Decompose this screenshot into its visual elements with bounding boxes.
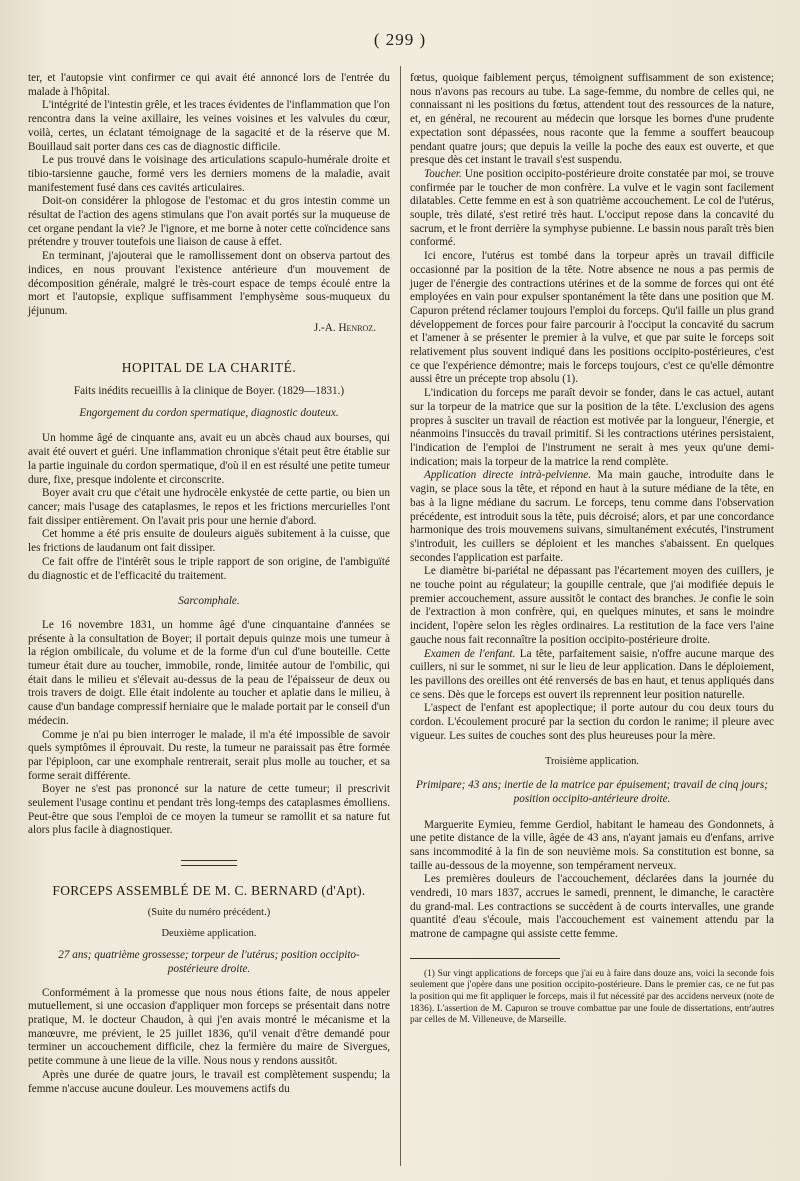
- lead-in: Application directe intrà-pelvienne.: [424, 469, 592, 482]
- page-number: ( 299 ): [373, 30, 427, 49]
- paragraph: Boyer ne s'est pas prononcé sur la nature de cette tumeur; il prescrivit seulement l'usage continu et pendant très long-temps des cataplasmes émolliens. Peut-être que sous l'emploi de ce moyen la tumeur se ramollit et sa nature fut alors plus facile à diagnostiquer.: [28, 783, 390, 837]
- lead-in: Toucher.: [424, 167, 462, 180]
- paragraph: L'indication du forceps me paraît devoir se fonder, dans le cas actuel, autant sur la torpeur de la matrice que sur la position de la tête. L'exclusion des agens propres à susciter un travail de réaction est motivée par la longueur, l'énergie, et néanmoins l'insuccès du travail primitif. Si les contractions utérines persistaient, l'indication de l'emploi de l'instrument ne serait à mes yeux qu'une demi-indication; mais la torpeur de la matrice la rend complète.: [410, 387, 774, 468]
- paragraph: Le diamètre bi-pariétal ne dépassant pas l'écartement moyen des cuillers, je ne touche point au régulateur; la goupille centrale, que j'ai modifiée depuis le premier accouchement, assure aussitôt le contact des branches. Je confie le soin de l'extraction à mon confrère, qui, en quelques minutes, et sans le moindre incident, l'opère selon les règles ordinaires. La restitution de la face vers l'aine gauche nous fait reconnaître la position occipito-postérieure droite.: [410, 565, 774, 646]
- section-separator: [181, 860, 237, 866]
- column-divider: [400, 66, 401, 1166]
- case-title-engorgement: Engorgement du cordon spermatique, diagnostic douteux.: [79, 406, 339, 419]
- paragraph: Doit-on considérer la phlogose de l'estomac et du gros intestin comme un résultat de l'action des agens stimulans que l'on avait portés sur la muqueuse de cet organe pendant la vie? Je l'ignore, et me borne à noter cette coïncidence sans prétendre y trouver toutefois une liaison de cause à effet.: [28, 195, 390, 249]
- footnote-rule: [410, 958, 560, 959]
- paragraph: [410, 648, 774, 703]
- paragraph: ter, et l'autopsie vint confirmer ce qui avait été annoncé lors de l'entrée du malade à l'hôpital.: [28, 72, 390, 98]
- paragraph: En terminant, j'ajouterai que le ramollissement dont on observa partout des indices, en nous prouvant l'existence antérieure d'un mouvement de décomposition générale, malgré le très-court espace de temps écoulé entre la mort et l'autopsie, explique suffisamment l'emphysème sous-muqueux du jéjunum.: [28, 250, 390, 317]
- paragraph: Ce fait offre de l'intérêt sous le triple rapport de son origine, de l'ambiguïté du diagnostic et de l'efficacité du traitement.: [28, 555, 390, 582]
- section-title-forceps: FORCEPS ASSEMBLÉ DE M. C. BERNARD (d'Apt).: [52, 883, 366, 899]
- paragraph: [410, 469, 774, 565]
- paragraph: Boyer avait cru que c'était une hydrocèle enkystée de cette partie, ou bien un cancer; mais l'usage des cataplasmes, le repos et les frictions mercurielles l'ont fait dissiper entièrement. On l'avait pris pour une hernie d'abord.: [28, 487, 390, 527]
- paragraph-text: Ma main gauche, introduite dans le vagin, se place sous la tête, et répond en haut à la suture médiane de la tête, en bas à la ligne médiane du sacrum. Le forceps, tenu comme dans l'observation précédente, est introduit sous la tête, puis décroisé; alors, et par une concordance harmonique des trois mouvemens suivans, simultanément exécutés, l'instrument s'introduit, les cuillers se déploient et les manches s'abaissent. En quelques secondes l'application est parfaite.: [410, 469, 774, 564]
- paragraph: fœtus, quoique faiblement perçus, témoignent suffisamment de son existence; nous n'avons pas recours au tube. La sage-femme, du nombre de celles qui, ne connaissant ni les positions du fœtus, attendent tout des ressources de la nature, et, en général, ne recourent au médecin que lorsque les bornes d'une prudente expectation sont dépassées, nous raconte que la femme a souffert beaucoup pendant quatre jours; que depuis la veille la poche des eaux est ouverte, et que presque dès cet instant le travail s'est suspendu.: [410, 72, 774, 167]
- paragraph: Après une durée de quatre jours, le travail est complètement suspendu; la femme n'accuse aucune douleur. Les mouvemens actifs du: [28, 1068, 390, 1095]
- case-header: Primipare; 43 ans; inertie de la matrice par épuisement; travail de cinq jours; position occipito-antérieure droite.: [416, 779, 768, 805]
- paragraph: Marguerite Eymieu, femme Gerdiol, habitant le hameau des Gondonnets, à une petite distance de la ville, âgée de 43 ans, n'ayant jamais eu d'enfans, arrive sans incommodité à la fin de son neuvième mois. Sa constitution est bonne, sa taille au-dessous de la moyenne, son tempérament nerveux.: [410, 818, 774, 872]
- paragraph: Les premières douleurs de l'accouchement, déclarées dans la journée du vendredi, 10 mars 1837, accrues le samedi, prennent, le dimanche, le caractère du grand-mal. Les contractions se succèdent à de courts intervalles, une grande quantité d'eau s'écoule, mais l'accouchement est vainement attendu par la matrone de campagne qui assiste cette femme.: [410, 873, 774, 941]
- paragraph: Conformément à la promesse que nous nous étions faite, de nous appeler mutuellement, si une occasion d'appliquer mon forceps se présentait dans notre pratique, M. le docteur Chaudon, à qui j'en avais montré le mécanisme et la manœuvre, me prévient, le 25 juillet 1836, qu'il venait d'être demandé pour terminer un accouchement difficile, chez la fermière du maire de Sivergues, petite commune à une lieue de la ville. Nous nous y rendons aussitôt.: [28, 986, 390, 1068]
- paragraph: Le 16 novembre 1831, un homme âgé d'une cinquantaine d'années se présente à la consultation de Boyer; il portait depuis quinze mois une tumeur à la région ombilicale, du volume et de la forme d'un cul d'une bouteille. Cette tumeur était dure au toucher, immobile, ronde, limitée autour de l'ombilic, qui était dans le milieu et s'élevait au-dessus de la peau de l'épaisseur de deux ou trois travers de doigt. Elle était indolente au toucher et aplatie dans le milieu, à cause d'un bandage compressif herniaire que le malade portait par le conseil d'un médecin.: [28, 618, 390, 727]
- section-subtitle: Faits inédits recueillis à la clinique de Boyer. (1829—1831.): [73, 385, 345, 398]
- case-header: 27 ans; quatrième grossesse; torpeur de l'utérus; position occipito-postérieure droite.: [58, 949, 360, 975]
- case-title-sarcomphale: Sarcomphale.: [178, 595, 240, 608]
- subsection-title: Troisième application.: [544, 756, 640, 768]
- paragraph-text: Une position occipito-postérieure droite constatée par moi, se trouve confirmée par le toucher de mon confrère. La vulve et le vagin sont facilement dilatables. Cette femme en est à son quatrième accouchement. Le col de l'utérus, souple, très dilaté, s'est retiré très haut. L'occiput repose dans la concavité du sacrum, et le front derrière la symphyse pubienne. Le bassin nous paraît très bien conformé.: [410, 167, 774, 249]
- footnote: (1) Sur vingt applications de forceps que j'ai eu à faire dans douze ans, voici la seconde fois seulement que j'opère dans une position occipito-postérieure. Dans le premier cas, ce ne fut pas la position qui me fit appliquer le forceps, mais il fut nécessité par des accidens nerveux (note de 1836). L'assertion de M. Capuron se trouve combattue par une foule de dissertations, entr'autres par celles de M. Villeneuve, de Marseille.: [410, 968, 774, 1026]
- lead-in: Examen de l'enfant.: [424, 647, 516, 660]
- paragraph: Ici encore, l'utérus est tombé dans la torpeur après un travail difficile occasionné par la position de la tête. Notre absence ne nous a pas permis de juger de l'énergie des contractions utérines et de la somme de forces qui ont été employées en vain pour expulser spontanément la tête dans une position que M. Capuron prétend réclamer toujours l'emploi du forceps. Qu'il faille un plus grand développement de forces pour faire parcourir à l'occiput la concavité du sacrum et l'amener à se présenter le premier à la vulve, et que par suite le forceps soit relativement plus souvent indiqué dans les positions occipito-postérieures, c'est ce que l'expérience démontre; mais le forceps toujours, c'est ce qu'elle démontre aussi être un précepte trop absolu (1).: [410, 250, 774, 386]
- right-column: [410, 72, 774, 1027]
- author-signature: J.-A. Henroz.: [313, 321, 376, 334]
- paragraph: Comme je n'ai pu bien interroger le malade, il m'a été impossible de savoir quels symptômes il éprouvait. Du reste, la tumeur ne paraissait pas être formée par l'épiploon, car une exomphale rentrerait, serait plus molle au toucher, et sa forme serait différente.: [28, 728, 390, 782]
- paragraph: Le pus trouvé dans le voisinage des articulations scapulo-humérale droite et tibio-tarsienne gauche, formé vers les derniers momens de la maladie, avait manifestement fusé dans ces cavités articulaires.: [28, 154, 390, 194]
- paragraph: L'intégrité de l'intestin grêle, et les traces évidentes de l'inflammation que l'on rencontra dans la veine axillaire, les veines voisines et les valvules du cœur, voilà, certes, un éclatant témoignage de la sagacité et de la réserve que M. Bouillaud sait porter dans ces cas de diagnostic difficile.: [28, 99, 390, 153]
- left-column: [28, 72, 390, 1096]
- paragraph-text: La tête, parfaitement saisie, n'offre aucune marque des cuillers, ni sur le sommet, ni sur le lieu de leur application. Dans le déploiement, les pavillons des oreilles ont été renversés de bas en haut, et tenus appliqués dans ce sens. Dès que le forceps est ouvert ils reprennent leur position naturelle.: [410, 647, 774, 701]
- paragraph: Un homme âgé de cinquante ans, avait eu un abcès chaud aux bourses, qui avait été ouvert et guéri. Une inflammation chronique s'était peut être établie sur la partie inguinale du cordon spermatique, d'où il en est résulté une petite tumeur dure, fixe, presque indolente et circonscrite.: [28, 432, 390, 486]
- continuation-note: (Suite du numéro précédent.): [147, 906, 271, 918]
- section-title-hopital: HOPITAL DE LA CHARITÉ.: [121, 360, 297, 376]
- paragraph: L'aspect de l'enfant est apoplectique; il porte autour du cou deux tours du cordon. L'écoulement procuré par la section du cordon le ranime; il pleure avec vigueur. Les suites de couches sont des plus heureuses pour la mère.: [410, 702, 774, 742]
- paragraph: [410, 168, 774, 250]
- subsection-title: Deuxième application.: [161, 927, 257, 939]
- paragraph: Cet homme a été pris ensuite de douleurs aiguës subitement à la cuisse, que les frictions de laudanum ont fait dissiper.: [28, 528, 390, 555]
